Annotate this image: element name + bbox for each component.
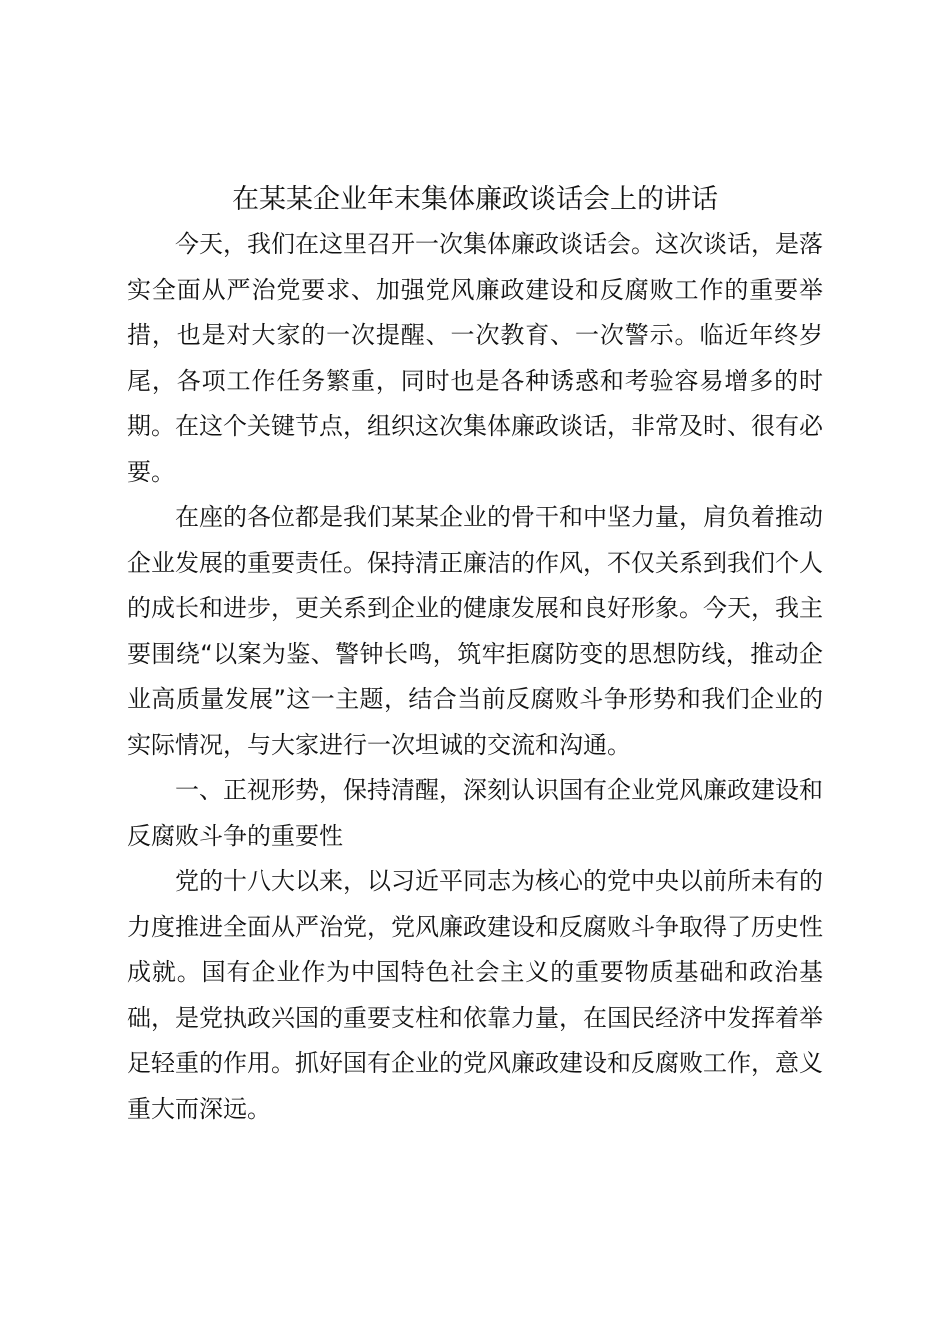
document-title: 在某某企业年末集体廉政谈话会上的讲话 — [232, 184, 718, 215]
paragraph-section-1: 党的十八大以来，以习近平同志为核心的党中央以前所未有的力度推进全面从严治党，党风廉政建设和反腐败斗争取得了历史性成就。国有企业作为中国特色社会主义的重要物质基础和政治基础，是党执政兴国的重要支柱和依靠力量，在国民经济中发挥着举足轻重的作用。抓好国有企业的党风廉政建设和反腐败工作，意义重大而深远。 — [127, 867, 823, 1123]
section-heading-1: 一、正视形势，保持清醒，深刻认识国有企业党风廉政建设和反腐败斗争的重要性 — [127, 776, 823, 850]
document-body — [127, 222, 823, 1132]
paragraph-theme: 在座的各位都是我们某某企业的骨干和中坚力量，肩负着推动企业发展的重要责任。保持清正廉洁的作风，不仅关系到我们个人的成长和进步，更关系到企业的健康发展和良好形象。今天，我主要围绕“以案为鉴、警钟长鸣，筑牢拒腐防变的思想防线，推动企业高质量发展”这一主题，结合当前反腐败斗争形势和我们企业的实际情况，与大家进行一次坦诚的交流和沟通。 — [127, 503, 823, 759]
paragraph-intro: 今天，我们在这里召开一次集体廉政谈话会。这次谈话，是落实全面从严治党要求、加强党风廉政建设和反腐败工作的重要举措，也是对大家的一次提醒、一次教育、一次警示。临近年终岁尾，各项工作任务繁重，同时也是各种诱惑和考验容易增多的时期。在这个关键节点，组织这次集体廉政谈话，非常及时、很有必要。 — [127, 230, 823, 486]
